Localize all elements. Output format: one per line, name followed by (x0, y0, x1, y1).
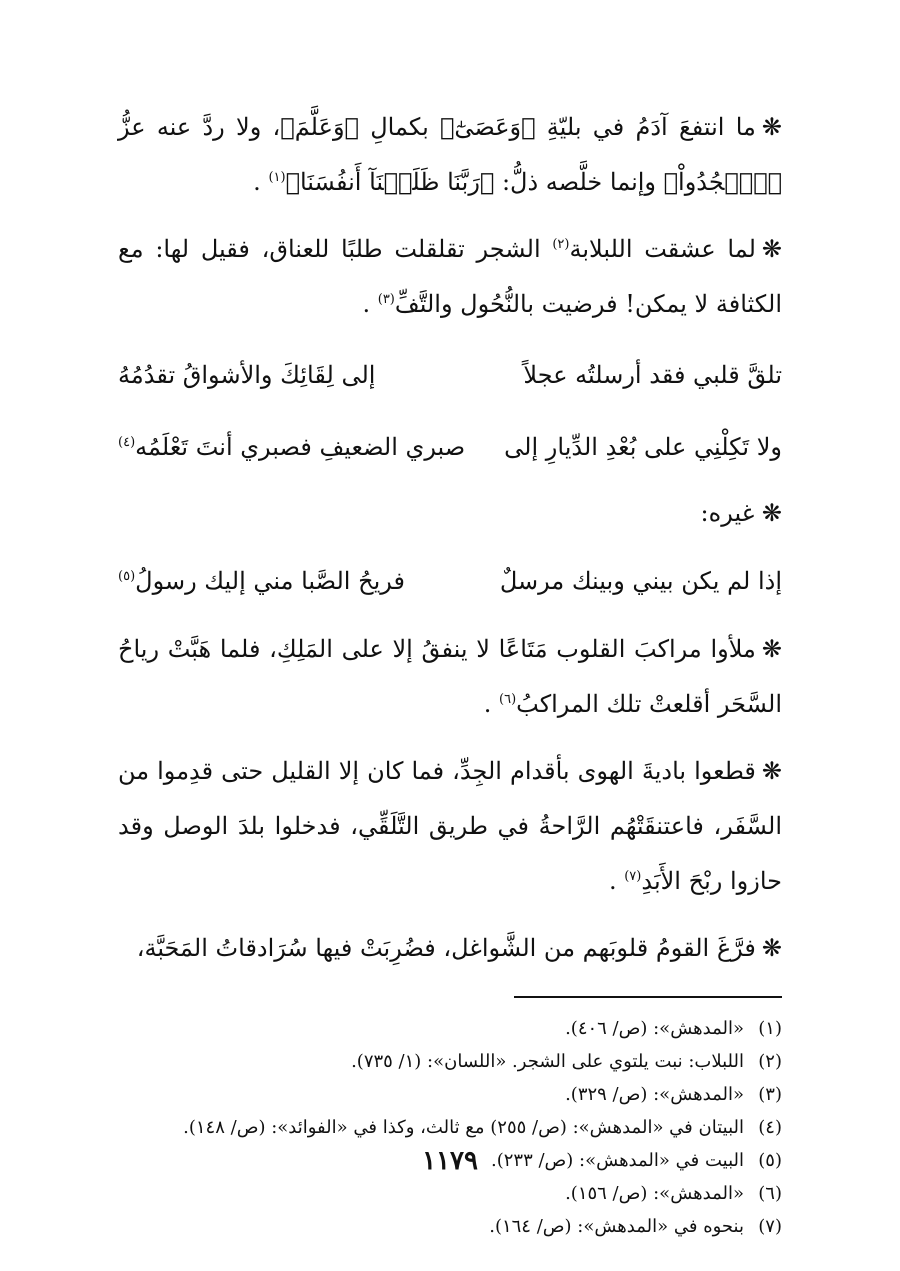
footnote-text: البيتان في «المدهش»: (ص/ ٢٥٥) مع ثالث، وكذا في «الفوائد»: (ص/ ١٤٨). (183, 1117, 744, 1138)
footnote-number: (٢) (758, 1051, 782, 1072)
bullet-star-icon: ❋ (761, 757, 782, 785)
other-poet-heading (118, 488, 782, 538)
footnote-ref[interactable]: (٣) (377, 292, 395, 307)
footnote-text: «المدهش»: (ص/ ١٥٦). (565, 1183, 744, 1204)
verse-hemistich-right: ولا تَكِلْنِي على بُعْدِ الدِّيارِ إلى (504, 433, 782, 461)
bullet-star-icon: ❋ (761, 113, 782, 141)
verse-hemistich-right: إذا لم يكن بيني وبينك مرسلٌ (499, 567, 782, 595)
bullet-star-icon: ❋ (761, 635, 782, 663)
footnote-item (118, 1111, 782, 1144)
heading-text: غيره: (700, 499, 755, 527)
verse-line (118, 416, 782, 478)
footnote-ref[interactable]: (٧) (624, 869, 642, 884)
footnote-text: «المدهش»: (ص/ ٤٠٦). (565, 1018, 744, 1039)
verse-hemistich-left (118, 550, 405, 612)
page-number: ١١٧٩ (422, 1146, 478, 1176)
bullet-star-icon: ❋ (761, 934, 782, 962)
page-content (118, 100, 782, 1237)
footnote-text: «المدهش»: (ص/ ٣٢٩). (565, 1084, 744, 1105)
bullet-star-icon: ❋ (761, 235, 782, 263)
verse-text: فريحُ الصَّبا مني إليك رسولُ (135, 567, 405, 595)
footnote-number: (٧) (758, 1216, 782, 1237)
footnote-item (118, 1045, 782, 1078)
footnote-item (118, 1078, 782, 1111)
paragraph-ships (118, 622, 782, 732)
footnote-ref[interactable]: (٦) (499, 692, 517, 707)
footnote-number: (٥) (758, 1150, 782, 1171)
footnote-text: بنحوه في «المدهش»: (ص/ ١٦٤). (489, 1216, 744, 1237)
footnote-ref[interactable]: (٥) (118, 569, 136, 584)
footnote-item (118, 1210, 782, 1243)
verse-line (118, 344, 782, 406)
footnote-text: البيت في «المدهش»: (ص/ ٢٣٣). (490, 1150, 744, 1171)
paragraph-text: قطعوا باديةَ الهوى بأقدام الجِدِّ، فما كان إلا القليل حتى قدِموا من السَّفَر، فاعتنقَتْهُم الرَّاحةُ في طريق التَّلَقِّي، فدخلوا بلدَ الوصل وقد حازوا ربْحَ الأَبَدِ (118, 757, 782, 895)
verse-text: صبري الضعيفِ فصبري أنتَ تَعْلَمُه (135, 433, 466, 461)
paragraph-text: ما انتفعَ آدَمُ في بليّةِ ﴿وَعَصَىٰٓ﴾ بكمالِ ﴿وَعَلَّمَ﴾، ولا ردَّ عنه عزُّ ﴿ٱسۡجُدُواْ﴾ وإنما خلَّصه ذلُّ: ﴿رَبَّنَا ظَلَمۡنَآ أَنفُسَنَا﴾ (118, 113, 782, 196)
paragraph-end: . (253, 168, 269, 196)
paragraph-end: . (362, 290, 378, 318)
footnote-number: (٣) (758, 1084, 782, 1105)
footnote-ref[interactable]: (١) (268, 170, 286, 185)
paragraph-text: لما عشقت اللبلابة (569, 235, 756, 263)
footnotes-list (118, 1012, 782, 1243)
paragraph-end: . (483, 690, 499, 718)
paragraph-lablab (118, 222, 782, 332)
verse-hemistich-left (118, 416, 465, 478)
verse-hemistich-left: إلى لِقَائِكَ والأشواقُ تقدُمُهُ (118, 361, 376, 389)
paragraph-adam (118, 100, 782, 210)
footnote-ref[interactable]: (٢) (552, 237, 570, 252)
paragraph-text: ملأوا مراكبَ القلوب مَتَاعًا لا ينفقُ إلا على المَلِكِ، فلما هَبَّتْ رياحُ السَّحَر أقلعتْ تلك المراكبُ (118, 635, 782, 718)
paragraph-hearts (118, 921, 782, 976)
footnote-ref[interactable]: (٤) (118, 435, 136, 450)
footnote-number: (١) (758, 1018, 782, 1039)
footnote-number: (٤) (758, 1117, 782, 1138)
paragraph-text: الشجر تقلقلت طلبًا للعناق، فقيل لها: مع الكثافة لا يمكن! فرضيت بالنُّحُول والتَّفِّ (118, 235, 782, 318)
bullet-star-icon: ❋ (761, 499, 782, 527)
footnote-item (118, 1177, 782, 1210)
footnote-text: اللبلاب: نبت يلتوي على الشجر. «اللسان»: (١/ ٧٣٥). (351, 1051, 744, 1072)
footnote-divider (514, 996, 782, 998)
footnote-item (118, 1012, 782, 1045)
footnote-number: (٦) (758, 1183, 782, 1204)
paragraph-text: فرَّغَ القومُ قلوبَهم من الشَّواغل، فضُرِبَتْ فيها سُرَادقاتُ المَحَبَّة، (136, 934, 756, 962)
verse-hemistich-right: تلقَّ قلبي فقد أرسلتُه عجلاً (523, 361, 782, 389)
paragraph-end: . (608, 867, 625, 895)
verse-line (118, 550, 782, 612)
paragraph-desert (118, 744, 782, 909)
